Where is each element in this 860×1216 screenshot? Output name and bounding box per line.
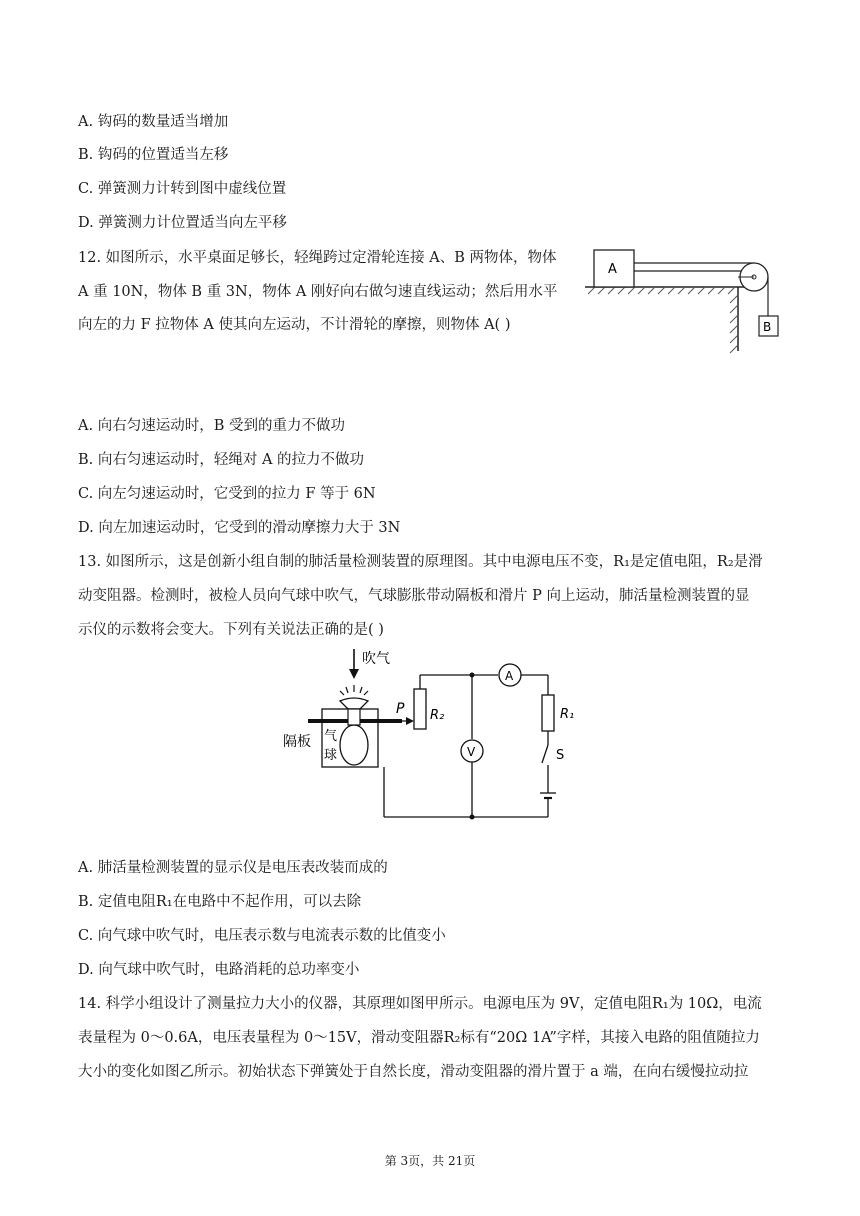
r2-label: R₂: [430, 708, 445, 723]
q14-stem-line-3: 大小的变化如图乙所示。初始状态下弹簧处于自然长度，滑动变阻器的滑片置于 a 端，在向右缓慢拉动拉: [78, 1064, 749, 1080]
switch: [542, 745, 548, 763]
switch-label: S: [556, 748, 565, 763]
plate-label: 隔板: [283, 734, 311, 750]
q12-stem-line-2: A 重 10N，物体 B 重 3N，物体 A 刚好向右做匀速直线运动；然后用水平: [78, 284, 558, 300]
q14-stem-line-2: 表量程为 0～0.6A，电压表量程为 0～15V，滑动变阻器R₂标有“20Ω 1A”字样，其接入电路的阻值随拉力: [78, 1030, 760, 1046]
q12-option-a: A. 向右匀速运动时，B 受到的重力不做功: [78, 418, 345, 434]
q13-option-a: A. 肺活量检测装置的显示仪是电压表改装而成的: [78, 860, 388, 876]
q12-pulley-figure: [580, 243, 790, 358]
q11-option-d: D. 弹簧测力计位置适当向左平移: [78, 215, 287, 231]
q13-option-c: C. 向气球中吹气时，电压表示数与电流表示数的比值变小: [78, 928, 446, 944]
r1-label: R₁: [560, 707, 575, 722]
q12-stem-line-3: 向左的力 F 拉物体 A 使其向左运动，不计滑轮的摩擦，则物体 A( ): [78, 317, 511, 333]
resistor-r2: [414, 689, 426, 729]
q12-option-c: C. 向左匀速运动时，它受到的拉力 F 等于 6N: [78, 486, 376, 502]
q13-option-b: B. 定值电阻R₁在电路中不起作用，可以去除: [78, 894, 362, 910]
q13-option-d: D. 向气球中吹气时，电路消耗的总功率变小: [78, 962, 360, 978]
balloon: [340, 725, 368, 765]
q12-option-d: D. 向左加速运动时，它受到的滑动摩擦力大于 3N: [78, 520, 401, 536]
q13-stem-line-1: 13. 如图所示，这是创新小组自制的肺活量检测装置的原理图。其中电源电压不变，R₁是定值电阻，R₂是滑: [78, 554, 763, 570]
blow-label: 吹气: [362, 651, 390, 667]
balloon-label-1: 气: [324, 729, 338, 744]
q11-option-c: C. 弹簧测力计转到图中虚线位置: [78, 181, 287, 197]
q13-stem-line-2: 动变阻器。检测时，被检人员向气球中吹气，气球膨胀带动隔板和滑片 P 向上运动，肺活量检测装置的显: [78, 588, 750, 604]
voltmeter-label: V: [467, 745, 476, 759]
resistor-r1: [542, 695, 554, 731]
q14-stem-line-1: 14. 科学小组设计了测量拉力大小的仪器，其原理如图甲所示。电源电压为 9V，定值电阻R₁为 10Ω，电流: [78, 996, 762, 1012]
block-b-label: B: [763, 320, 772, 334]
ammeter-label: A: [505, 669, 514, 683]
q11-option-a: A. 钩码的数量适当增加: [78, 114, 229, 130]
page-footer: 第 3页，共 21页: [384, 1154, 476, 1168]
q12-option-b: B. 向右匀速运动时，轻绳对 A 的拉力不做功: [78, 452, 365, 468]
q11-option-b: B. 钩码的位置适当左移: [78, 147, 229, 163]
q13-stem-line-3: 示仪的示数将会变大。下列有关说法正确的是( ): [78, 622, 384, 638]
block-a-label: A: [608, 262, 617, 277]
q12-stem-line-1: 12. 如图所示，水平桌面足够长，轻绳跨过定滑轮连接 A、B 两物体，物体: [78, 250, 557, 266]
balloon-label-2: 球: [324, 748, 338, 763]
q13-circuit-figure: [280, 645, 590, 830]
slider-label: P: [396, 701, 405, 717]
